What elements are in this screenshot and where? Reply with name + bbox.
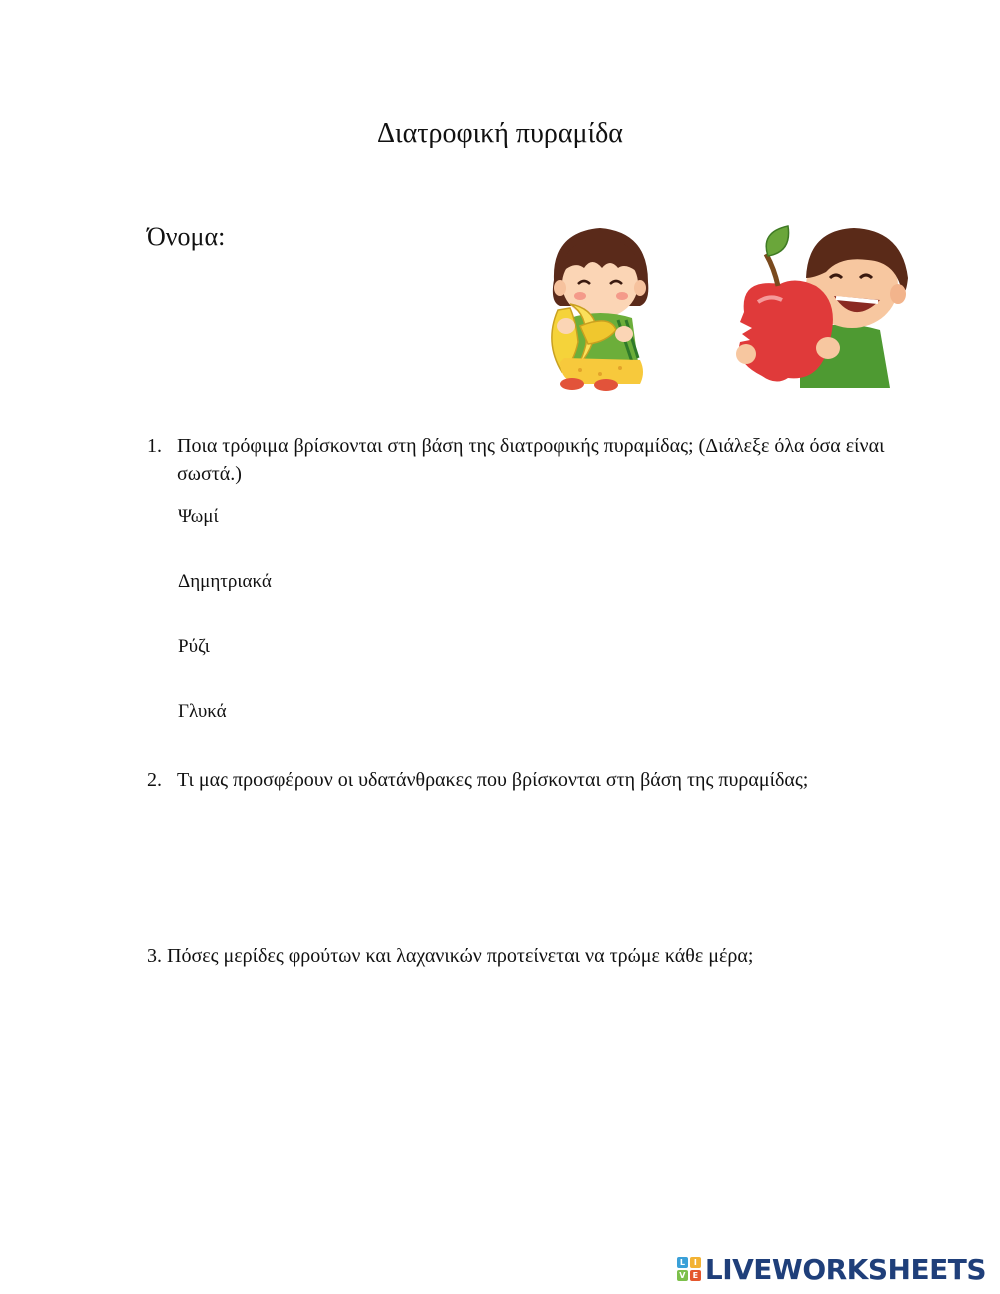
name-label: Όνομα: (147, 222, 226, 251)
girl-eating-banana-illustration (540, 222, 660, 392)
question-number: 2. (147, 769, 162, 791)
question-1 (147, 432, 907, 485)
question-text: Τι μας προσφέρουν οι υδατάνθρακες που βρίσκονται στη βάση της πυραμίδας; (177, 769, 809, 791)
liveworksheets-logo (677, 1253, 986, 1285)
logo-text: LIVEWORKSHEETS (704, 1252, 986, 1286)
question-number: 3. (147, 945, 162, 967)
question-number: 1. (147, 435, 162, 457)
question-text: Ποια τρόφιμα βρίσκονται στη βάση της διατροφικής πυραμίδας; (Διάλεξε όλα όσα είναι σωστά.) (177, 435, 885, 485)
option-bread[interactable]: Ψωμί (178, 506, 219, 527)
logo-icon: L I V E (677, 1257, 701, 1281)
question-3 (147, 942, 753, 970)
boy-eating-apple-illustration (730, 222, 912, 390)
option-rice[interactable]: Ρύζι (178, 636, 210, 657)
question-text: Πόσες μερίδες φρούτων και λαχανικών προτείνεται να τρώμε κάθε μέρα; (167, 945, 754, 967)
question-2 (147, 766, 808, 794)
page-title: Διατροφική πυραμίδα (377, 118, 623, 149)
option-sweets[interactable]: Γλυκά (178, 701, 227, 722)
option-cereals[interactable]: Δημητριακά (178, 571, 272, 592)
